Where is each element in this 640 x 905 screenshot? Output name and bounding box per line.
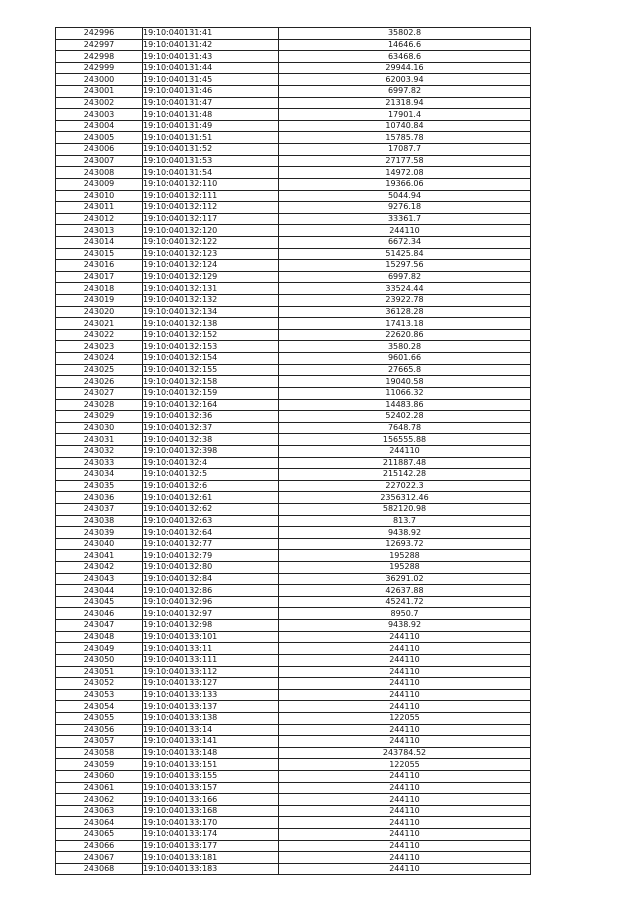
value-cell: 244110	[279, 794, 531, 806]
cadastral-number-cell: 19:10:040131:47	[143, 97, 279, 109]
table-row	[56, 805, 531, 817]
value-cell: 244110	[279, 782, 531, 794]
value-cell: 6997.82	[279, 271, 531, 283]
value-cell: 9276.18	[279, 202, 531, 214]
cadastral-number-cell: 19:10:040131:54	[143, 167, 279, 179]
table-row	[56, 736, 531, 748]
table-row	[56, 794, 531, 806]
value-cell: 14646.6	[279, 39, 531, 51]
record-id-cell: 243009	[56, 178, 143, 190]
table-row	[56, 631, 531, 643]
record-id-cell: 243027	[56, 387, 143, 399]
cadastral-number-cell: 19:10:040133:101	[143, 631, 279, 643]
table-row	[56, 74, 531, 86]
record-id-cell: 243067	[56, 852, 143, 864]
record-id-cell: 243005	[56, 132, 143, 144]
cadastral-number-cell: 19:10:040132:6	[143, 480, 279, 492]
record-id-cell: 243054	[56, 701, 143, 713]
table-row	[56, 411, 531, 423]
value-cell: 244110	[279, 863, 531, 875]
table-row	[56, 829, 531, 841]
cadastral-number-cell: 19:10:040132:132	[143, 295, 279, 307]
value-cell: 244110	[279, 736, 531, 748]
record-id-cell: 243044	[56, 585, 143, 597]
table-row	[56, 236, 531, 248]
cadastral-number-cell: 19:10:040132:122	[143, 236, 279, 248]
table-row	[56, 840, 531, 852]
record-id-cell: 243025	[56, 364, 143, 376]
cadastral-number-cell: 19:10:040132:111	[143, 190, 279, 202]
cadastral-number-cell: 19:10:040132:36	[143, 411, 279, 423]
table-row	[56, 480, 531, 492]
table-row	[56, 318, 531, 330]
cadastral-number-cell: 19:10:040131:42	[143, 39, 279, 51]
record-id-cell: 243023	[56, 341, 143, 353]
table-row	[56, 747, 531, 759]
record-id-cell: 243006	[56, 144, 143, 156]
record-id-cell: 243034	[56, 469, 143, 481]
table-row	[56, 213, 531, 225]
table-row	[56, 202, 531, 214]
cadastral-number-cell: 19:10:040132:117	[143, 213, 279, 225]
table-row	[56, 132, 531, 144]
cadastral-number-cell: 19:10:040131:53	[143, 155, 279, 167]
record-id-cell: 243055	[56, 712, 143, 724]
table-row	[56, 341, 531, 353]
record-id-cell: 243040	[56, 538, 143, 550]
table-row	[56, 759, 531, 771]
record-id-cell: 243024	[56, 353, 143, 365]
table-row	[56, 51, 531, 63]
value-cell: 195288	[279, 562, 531, 574]
value-cell: 215142.28	[279, 469, 531, 481]
value-cell: 27665.8	[279, 364, 531, 376]
table-row	[56, 353, 531, 365]
record-id-cell: 243028	[56, 399, 143, 411]
value-cell: 244110	[279, 225, 531, 237]
value-cell: 11066.32	[279, 387, 531, 399]
record-id-cell: 243010	[56, 190, 143, 202]
value-cell: 244110	[279, 445, 531, 457]
table-row	[56, 434, 531, 446]
table-row	[56, 399, 531, 411]
value-cell: 36291.02	[279, 573, 531, 585]
table-row	[56, 97, 531, 109]
cadastral-number-cell: 19:10:040133:166	[143, 794, 279, 806]
cadastral-number-cell: 19:10:040133:181	[143, 852, 279, 864]
record-id-cell: 242997	[56, 39, 143, 51]
value-cell: 17087.7	[279, 144, 531, 156]
record-id-cell: 243013	[56, 225, 143, 237]
record-id-cell: 243050	[56, 654, 143, 666]
cadastral-number-cell: 19:10:040132:129	[143, 271, 279, 283]
cadastral-number-cell: 19:10:040131:48	[143, 109, 279, 121]
cadastral-number-cell: 19:10:040132:124	[143, 260, 279, 272]
table-row	[56, 329, 531, 341]
cadastral-number-cell: 19:10:040132:79	[143, 550, 279, 562]
value-cell: 17901.4	[279, 109, 531, 121]
record-id-cell: 243021	[56, 318, 143, 330]
table-row	[56, 852, 531, 864]
table-row	[56, 86, 531, 98]
value-cell: 244110	[279, 724, 531, 736]
record-id-cell: 243033	[56, 457, 143, 469]
table-row	[56, 643, 531, 655]
table-row	[56, 538, 531, 550]
value-cell: 7648.78	[279, 422, 531, 434]
value-cell: 243784.52	[279, 747, 531, 759]
table-row	[56, 28, 531, 40]
cadastral-number-cell: 19:10:040132:110	[143, 178, 279, 190]
value-cell: 17413.18	[279, 318, 531, 330]
value-cell: 6997.82	[279, 86, 531, 98]
value-cell: 45241.72	[279, 596, 531, 608]
value-cell: 19040.58	[279, 376, 531, 388]
cadastral-number-cell: 19:10:040133:168	[143, 805, 279, 817]
table-row	[56, 654, 531, 666]
value-cell: 244110	[279, 689, 531, 701]
cadastral-number-cell: 19:10:040133:170	[143, 817, 279, 829]
record-id-cell: 243035	[56, 480, 143, 492]
value-cell: 244110	[279, 840, 531, 852]
value-cell: 9601.66	[279, 353, 531, 365]
value-cell: 227022.3	[279, 480, 531, 492]
cadastral-number-cell: 19:10:040132:154	[143, 353, 279, 365]
cadastral-number-cell: 19:10:040132:159	[143, 387, 279, 399]
value-cell: 244110	[279, 666, 531, 678]
cadastral-number-cell: 19:10:040131:49	[143, 120, 279, 132]
record-id-cell: 243060	[56, 771, 143, 783]
record-id-cell: 243066	[56, 840, 143, 852]
table-row	[56, 712, 531, 724]
table-row	[56, 295, 531, 307]
record-id-cell: 243011	[56, 202, 143, 214]
table-body	[56, 28, 531, 875]
table-row	[56, 306, 531, 318]
record-id-cell: 243068	[56, 863, 143, 875]
table-row	[56, 527, 531, 539]
record-id-cell: 243002	[56, 97, 143, 109]
cadastral-number-cell: 19:10:040132:131	[143, 283, 279, 295]
cadastral-value-table	[55, 27, 531, 875]
cadastral-number-cell: 19:10:040132:120	[143, 225, 279, 237]
cadastral-number-cell: 19:10:040131:51	[143, 132, 279, 144]
cadastral-number-cell: 19:10:040132:138	[143, 318, 279, 330]
record-id-cell: 243053	[56, 689, 143, 701]
cadastral-number-cell: 19:10:040132:84	[143, 573, 279, 585]
value-cell: 813.7	[279, 515, 531, 527]
value-cell: 244110	[279, 829, 531, 841]
cadastral-number-cell: 19:10:040133:141	[143, 736, 279, 748]
value-cell: 14972.08	[279, 167, 531, 179]
table-row	[56, 782, 531, 794]
table-row	[56, 225, 531, 237]
value-cell: 21318.94	[279, 97, 531, 109]
record-id-cell: 243057	[56, 736, 143, 748]
value-cell: 244110	[279, 643, 531, 655]
cadastral-number-cell: 19:10:040132:112	[143, 202, 279, 214]
table-row	[56, 492, 531, 504]
cadastral-number-cell: 19:10:040132:64	[143, 527, 279, 539]
cadastral-number-cell: 19:10:040133:155	[143, 771, 279, 783]
value-cell: 244110	[279, 654, 531, 666]
record-id-cell: 243003	[56, 109, 143, 121]
cadastral-number-cell: 19:10:040132:123	[143, 248, 279, 260]
table-row	[56, 109, 531, 121]
value-cell: 29944.16	[279, 62, 531, 74]
table-row	[56, 283, 531, 295]
value-cell: 27177.58	[279, 155, 531, 167]
table-row	[56, 422, 531, 434]
table-row	[56, 457, 531, 469]
table-row	[56, 771, 531, 783]
record-id-cell: 243026	[56, 376, 143, 388]
value-cell: 211887.48	[279, 457, 531, 469]
table-row	[56, 678, 531, 690]
cadastral-number-cell: 19:10:040133:138	[143, 712, 279, 724]
record-id-cell: 243052	[56, 678, 143, 690]
value-cell: 51425.84	[279, 248, 531, 260]
cadastral-number-cell: 19:10:040132:4	[143, 457, 279, 469]
value-cell: 42637.88	[279, 585, 531, 597]
table-row	[56, 387, 531, 399]
record-id-cell: 243042	[56, 562, 143, 574]
record-id-cell: 243038	[56, 515, 143, 527]
record-id-cell: 243019	[56, 295, 143, 307]
cadastral-number-cell: 19:10:040132:97	[143, 608, 279, 620]
value-cell: 244110	[279, 771, 531, 783]
cadastral-number-cell: 19:10:040132:98	[143, 620, 279, 632]
cadastral-number-cell: 19:10:040133:157	[143, 782, 279, 794]
value-cell: 244110	[279, 852, 531, 864]
cadastral-number-cell: 19:10:040131:43	[143, 51, 279, 63]
record-id-cell: 243037	[56, 503, 143, 515]
table-row	[56, 260, 531, 272]
value-cell: 2356312.46	[279, 492, 531, 504]
record-id-cell: 243020	[56, 306, 143, 318]
record-id-cell: 243015	[56, 248, 143, 260]
value-cell: 52402.28	[279, 411, 531, 423]
cadastral-number-cell: 19:10:040133:127	[143, 678, 279, 690]
value-cell: 156555.88	[279, 434, 531, 446]
value-cell: 582120.98	[279, 503, 531, 515]
cadastral-number-cell: 19:10:040132:63	[143, 515, 279, 527]
record-id-cell: 243032	[56, 445, 143, 457]
table-row	[56, 666, 531, 678]
value-cell: 33524.44	[279, 283, 531, 295]
record-id-cell: 243022	[56, 329, 143, 341]
table-row	[56, 562, 531, 574]
value-cell: 244110	[279, 805, 531, 817]
value-cell: 3580.28	[279, 341, 531, 353]
value-cell: 35802.8	[279, 28, 531, 40]
value-cell: 63468.6	[279, 51, 531, 63]
record-id-cell: 243000	[56, 74, 143, 86]
cadastral-number-cell: 19:10:040132:38	[143, 434, 279, 446]
record-id-cell: 243059	[56, 759, 143, 771]
value-cell: 33361.7	[279, 213, 531, 225]
record-id-cell: 243046	[56, 608, 143, 620]
record-id-cell: 243018	[56, 283, 143, 295]
table-row	[56, 445, 531, 457]
record-id-cell: 243049	[56, 643, 143, 655]
cadastral-number-cell: 19:10:040133:148	[143, 747, 279, 759]
record-id-cell: 242998	[56, 51, 143, 63]
value-cell: 19366.06	[279, 178, 531, 190]
value-cell: 244110	[279, 631, 531, 643]
record-id-cell: 243012	[56, 213, 143, 225]
record-id-cell: 243029	[56, 411, 143, 423]
table-row	[56, 155, 531, 167]
cadastral-number-cell: 19:10:040132:153	[143, 341, 279, 353]
cadastral-number-cell: 19:10:040132:37	[143, 422, 279, 434]
record-id-cell: 243017	[56, 271, 143, 283]
record-id-cell: 243043	[56, 573, 143, 585]
value-cell: 15297.56	[279, 260, 531, 272]
cadastral-number-cell: 19:10:040133:177	[143, 840, 279, 852]
cadastral-number-cell: 19:10:040132:80	[143, 562, 279, 574]
value-cell: 10740.84	[279, 120, 531, 132]
cadastral-number-cell: 19:10:040131:52	[143, 144, 279, 156]
cadastral-number-cell: 19:10:040133:137	[143, 701, 279, 713]
cadastral-number-cell: 19:10:040131:44	[143, 62, 279, 74]
record-id-cell: 243062	[56, 794, 143, 806]
table-row	[56, 689, 531, 701]
cadastral-number-cell: 19:10:040132:155	[143, 364, 279, 376]
record-id-cell: 243004	[56, 120, 143, 132]
table-row	[56, 585, 531, 597]
table-row	[56, 550, 531, 562]
cadastral-number-cell: 19:10:040132:398	[143, 445, 279, 457]
cadastral-number-cell: 19:10:040132:62	[143, 503, 279, 515]
record-id-cell: 243056	[56, 724, 143, 736]
table-row	[56, 596, 531, 608]
table-row	[56, 608, 531, 620]
record-id-cell: 243045	[56, 596, 143, 608]
cadastral-number-cell: 19:10:040133:112	[143, 666, 279, 678]
cadastral-number-cell: 19:10:040132:77	[143, 538, 279, 550]
cadastral-number-cell: 19:10:040133:174	[143, 829, 279, 841]
table-row	[56, 573, 531, 585]
record-id-cell: 243065	[56, 829, 143, 841]
table-row	[56, 515, 531, 527]
cadastral-number-cell: 19:10:040133:11	[143, 643, 279, 655]
cadastral-number-cell: 19:10:040132:158	[143, 376, 279, 388]
value-cell: 122055	[279, 759, 531, 771]
record-id-cell: 243030	[56, 422, 143, 434]
table-row	[56, 271, 531, 283]
record-id-cell: 243048	[56, 631, 143, 643]
table-row	[56, 39, 531, 51]
record-id-cell: 243016	[56, 260, 143, 272]
table-row	[56, 190, 531, 202]
cadastral-number-cell: 19:10:040133:133	[143, 689, 279, 701]
record-id-cell: 243064	[56, 817, 143, 829]
table-row	[56, 120, 531, 132]
value-cell: 9438.92	[279, 620, 531, 632]
table-row	[56, 469, 531, 481]
record-id-cell: 243007	[56, 155, 143, 167]
value-cell: 12693.72	[279, 538, 531, 550]
value-cell: 23922.78	[279, 295, 531, 307]
table-row	[56, 178, 531, 190]
value-cell: 122055	[279, 712, 531, 724]
cadastral-number-cell: 19:10:040132:86	[143, 585, 279, 597]
table-row	[56, 817, 531, 829]
cadastral-number-cell: 19:10:040132:61	[143, 492, 279, 504]
record-id-cell: 242996	[56, 28, 143, 40]
value-cell: 15785.78	[279, 132, 531, 144]
value-cell: 8950.7	[279, 608, 531, 620]
table-row	[56, 62, 531, 74]
record-id-cell: 243063	[56, 805, 143, 817]
record-id-cell: 243014	[56, 236, 143, 248]
cadastral-number-cell: 19:10:040133:111	[143, 654, 279, 666]
cadastral-number-cell: 19:10:040133:151	[143, 759, 279, 771]
value-cell: 9438.92	[279, 527, 531, 539]
table-row	[56, 620, 531, 632]
record-id-cell: 243061	[56, 782, 143, 794]
value-cell: 14483.86	[279, 399, 531, 411]
record-id-cell: 243058	[56, 747, 143, 759]
record-id-cell: 243008	[56, 167, 143, 179]
cadastral-number-cell: 19:10:040131:41	[143, 28, 279, 40]
cadastral-number-cell: 19:10:040132:5	[143, 469, 279, 481]
record-id-cell: 243041	[56, 550, 143, 562]
value-cell: 36128.28	[279, 306, 531, 318]
record-id-cell: 243031	[56, 434, 143, 446]
cadastral-number-cell: 19:10:040133:14	[143, 724, 279, 736]
cadastral-number-cell: 19:10:040132:152	[143, 329, 279, 341]
value-cell: 5044.94	[279, 190, 531, 202]
record-id-cell: 243039	[56, 527, 143, 539]
value-cell: 244110	[279, 701, 531, 713]
record-id-cell: 243051	[56, 666, 143, 678]
value-cell: 6672.34	[279, 236, 531, 248]
value-cell: 244110	[279, 678, 531, 690]
table-row	[56, 724, 531, 736]
cadastral-number-cell: 19:10:040132:134	[143, 306, 279, 318]
table-row	[56, 364, 531, 376]
record-id-cell: 243036	[56, 492, 143, 504]
record-id-cell: 243047	[56, 620, 143, 632]
table-row	[56, 701, 531, 713]
table-row	[56, 863, 531, 875]
value-cell: 62003.94	[279, 74, 531, 86]
table-row	[56, 248, 531, 260]
table-row	[56, 503, 531, 515]
record-id-cell: 243001	[56, 86, 143, 98]
cadastral-number-cell: 19:10:040131:46	[143, 86, 279, 98]
value-cell: 195288	[279, 550, 531, 562]
cadastral-number-cell: 19:10:040132:96	[143, 596, 279, 608]
record-id-cell: 242999	[56, 62, 143, 74]
cadastral-number-cell: 19:10:040132:164	[143, 399, 279, 411]
value-cell: 22620.86	[279, 329, 531, 341]
cadastral-number-cell: 19:10:040133:183	[143, 863, 279, 875]
table-row	[56, 167, 531, 179]
table-row	[56, 144, 531, 156]
value-cell: 244110	[279, 817, 531, 829]
cadastral-number-cell: 19:10:040131:45	[143, 74, 279, 86]
table-row	[56, 376, 531, 388]
